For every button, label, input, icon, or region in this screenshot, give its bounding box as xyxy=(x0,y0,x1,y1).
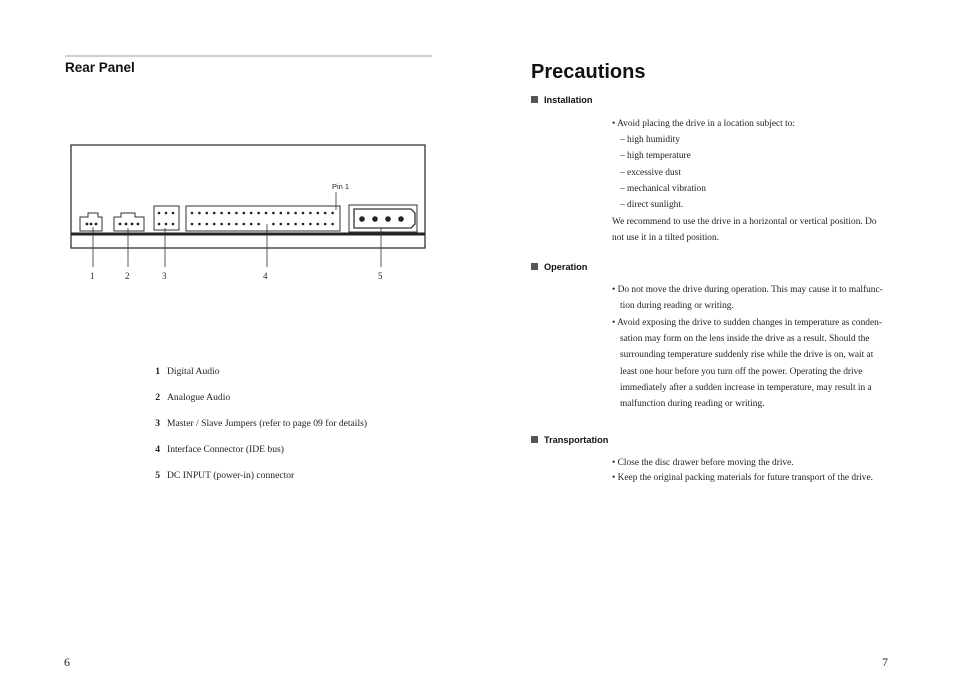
jumper-pin xyxy=(158,212,161,215)
ide-pin xyxy=(287,223,290,226)
section-heading-transportation: Transportation xyxy=(531,435,608,445)
ide-pin xyxy=(198,223,201,226)
ide-pin xyxy=(324,223,327,226)
body-line: – mechanical vibration xyxy=(620,184,706,194)
ide-pin xyxy=(324,212,327,215)
rear-panel-diagram xyxy=(60,140,432,285)
ide-pin xyxy=(206,212,209,215)
ide-pin xyxy=(294,212,297,215)
ide-pin xyxy=(250,223,253,226)
body-line: • Do not move the drive during operation. This may cause it to malfunc- xyxy=(612,285,883,295)
power-connector xyxy=(349,205,417,232)
ide-pin xyxy=(243,212,246,215)
ide-pin xyxy=(257,223,260,226)
ide-connector xyxy=(186,206,340,231)
body-line: tion during reading or writing. xyxy=(620,301,734,311)
jumper-block xyxy=(154,206,179,230)
ide-pin xyxy=(265,212,268,215)
ide-pin xyxy=(220,223,223,226)
left-page-number: 6 xyxy=(64,655,70,669)
ide-pin xyxy=(213,223,216,226)
square-bullet-icon xyxy=(531,263,538,270)
body-line: immediately after a sudden increase in temperature, may result in a xyxy=(620,383,872,393)
body-line: least one hour before you turn off the power. Operating the drive xyxy=(620,367,863,377)
top-rule xyxy=(65,55,432,57)
ide-pin xyxy=(235,212,238,215)
ide-pin xyxy=(220,212,223,215)
ide-pin xyxy=(250,212,253,215)
pin1-label: Pin 1 xyxy=(332,182,350,191)
ide-pin xyxy=(228,212,231,215)
right-page-number: 7 xyxy=(882,655,888,669)
ide-pin xyxy=(317,212,320,215)
body-line: • Avoid exposing the drive to sudden changes in temperature as conden- xyxy=(612,318,882,328)
ide-pin xyxy=(257,212,260,215)
ide-pin xyxy=(302,212,305,215)
body-line: surrounding temperature suddenly rise while the drive is on, wait at xyxy=(620,350,874,360)
ide-pin xyxy=(331,223,334,226)
ide-pin xyxy=(294,223,297,226)
legend-item: 3 Master / Slave Jumpers (refer to page 09 for details) xyxy=(155,418,368,429)
ide-pin xyxy=(198,212,201,215)
body-line: – high humidity xyxy=(620,135,680,145)
section-heading-operation: Operation xyxy=(531,262,587,272)
callout-5: 5 xyxy=(378,271,383,281)
ide-pin xyxy=(309,223,312,226)
jumper-pin xyxy=(172,212,175,215)
ide-pin xyxy=(191,223,194,226)
body-line: – high temperature xyxy=(620,151,691,161)
body-line: not use it in a tilted position. xyxy=(612,233,720,243)
body-line: sation may form on the lens inside the drive as a result. Should the xyxy=(620,334,870,344)
ide-pin xyxy=(243,223,246,226)
precautions-title: Precautions xyxy=(531,61,646,83)
ide-pin xyxy=(280,212,283,215)
callout-2: 2 xyxy=(125,271,130,281)
callout-3: 3 xyxy=(162,271,167,281)
callout-4: 4 xyxy=(263,271,268,281)
jumper-pin xyxy=(158,223,161,226)
ide-pin xyxy=(228,223,231,226)
body-line: malfunction during reading or writing. xyxy=(620,399,765,409)
ide-pin xyxy=(331,212,334,215)
ide-pin xyxy=(191,212,194,215)
body-line: – excessive dust xyxy=(620,168,681,178)
ide-pin xyxy=(317,223,320,226)
jumper-pin xyxy=(165,223,168,226)
ide-pin xyxy=(272,223,275,226)
legend-item: 5 DC INPUT (power-in) connector xyxy=(155,470,295,481)
ide-pin xyxy=(280,223,283,226)
body-line: • Keep the original packing materials for future transport of the drive. xyxy=(612,473,874,483)
ide-pin xyxy=(309,212,312,215)
legend-item: 2 Analogue Audio xyxy=(155,392,231,403)
callout-1: 1 xyxy=(90,271,95,281)
body-line: We recommend to use the drive in a horizontal or vertical position. Do xyxy=(612,217,877,227)
jumper-pin xyxy=(165,212,168,215)
square-bullet-icon xyxy=(531,436,538,443)
ide-pin xyxy=(206,223,209,226)
jumper-pin xyxy=(172,223,175,226)
rear-panel-title: Rear Panel xyxy=(65,60,135,75)
ide-pin xyxy=(287,212,290,215)
ide-pin xyxy=(235,223,238,226)
body-line: • Avoid placing the drive in a location subject to: xyxy=(612,119,796,129)
section-heading-installation: Installation xyxy=(531,95,593,105)
square-bullet-icon xyxy=(531,96,538,103)
body-line: – direct sunlight. xyxy=(620,200,684,210)
legend-item: 4 Interface Connector (IDE bus) xyxy=(155,444,284,455)
ide-pin xyxy=(213,212,216,215)
legend-item: 1 Digital Audio xyxy=(155,366,220,377)
body-line: • Close the disc drawer before moving the drive. xyxy=(612,458,794,468)
ide-pin xyxy=(302,223,305,226)
ide-pin xyxy=(272,212,275,215)
